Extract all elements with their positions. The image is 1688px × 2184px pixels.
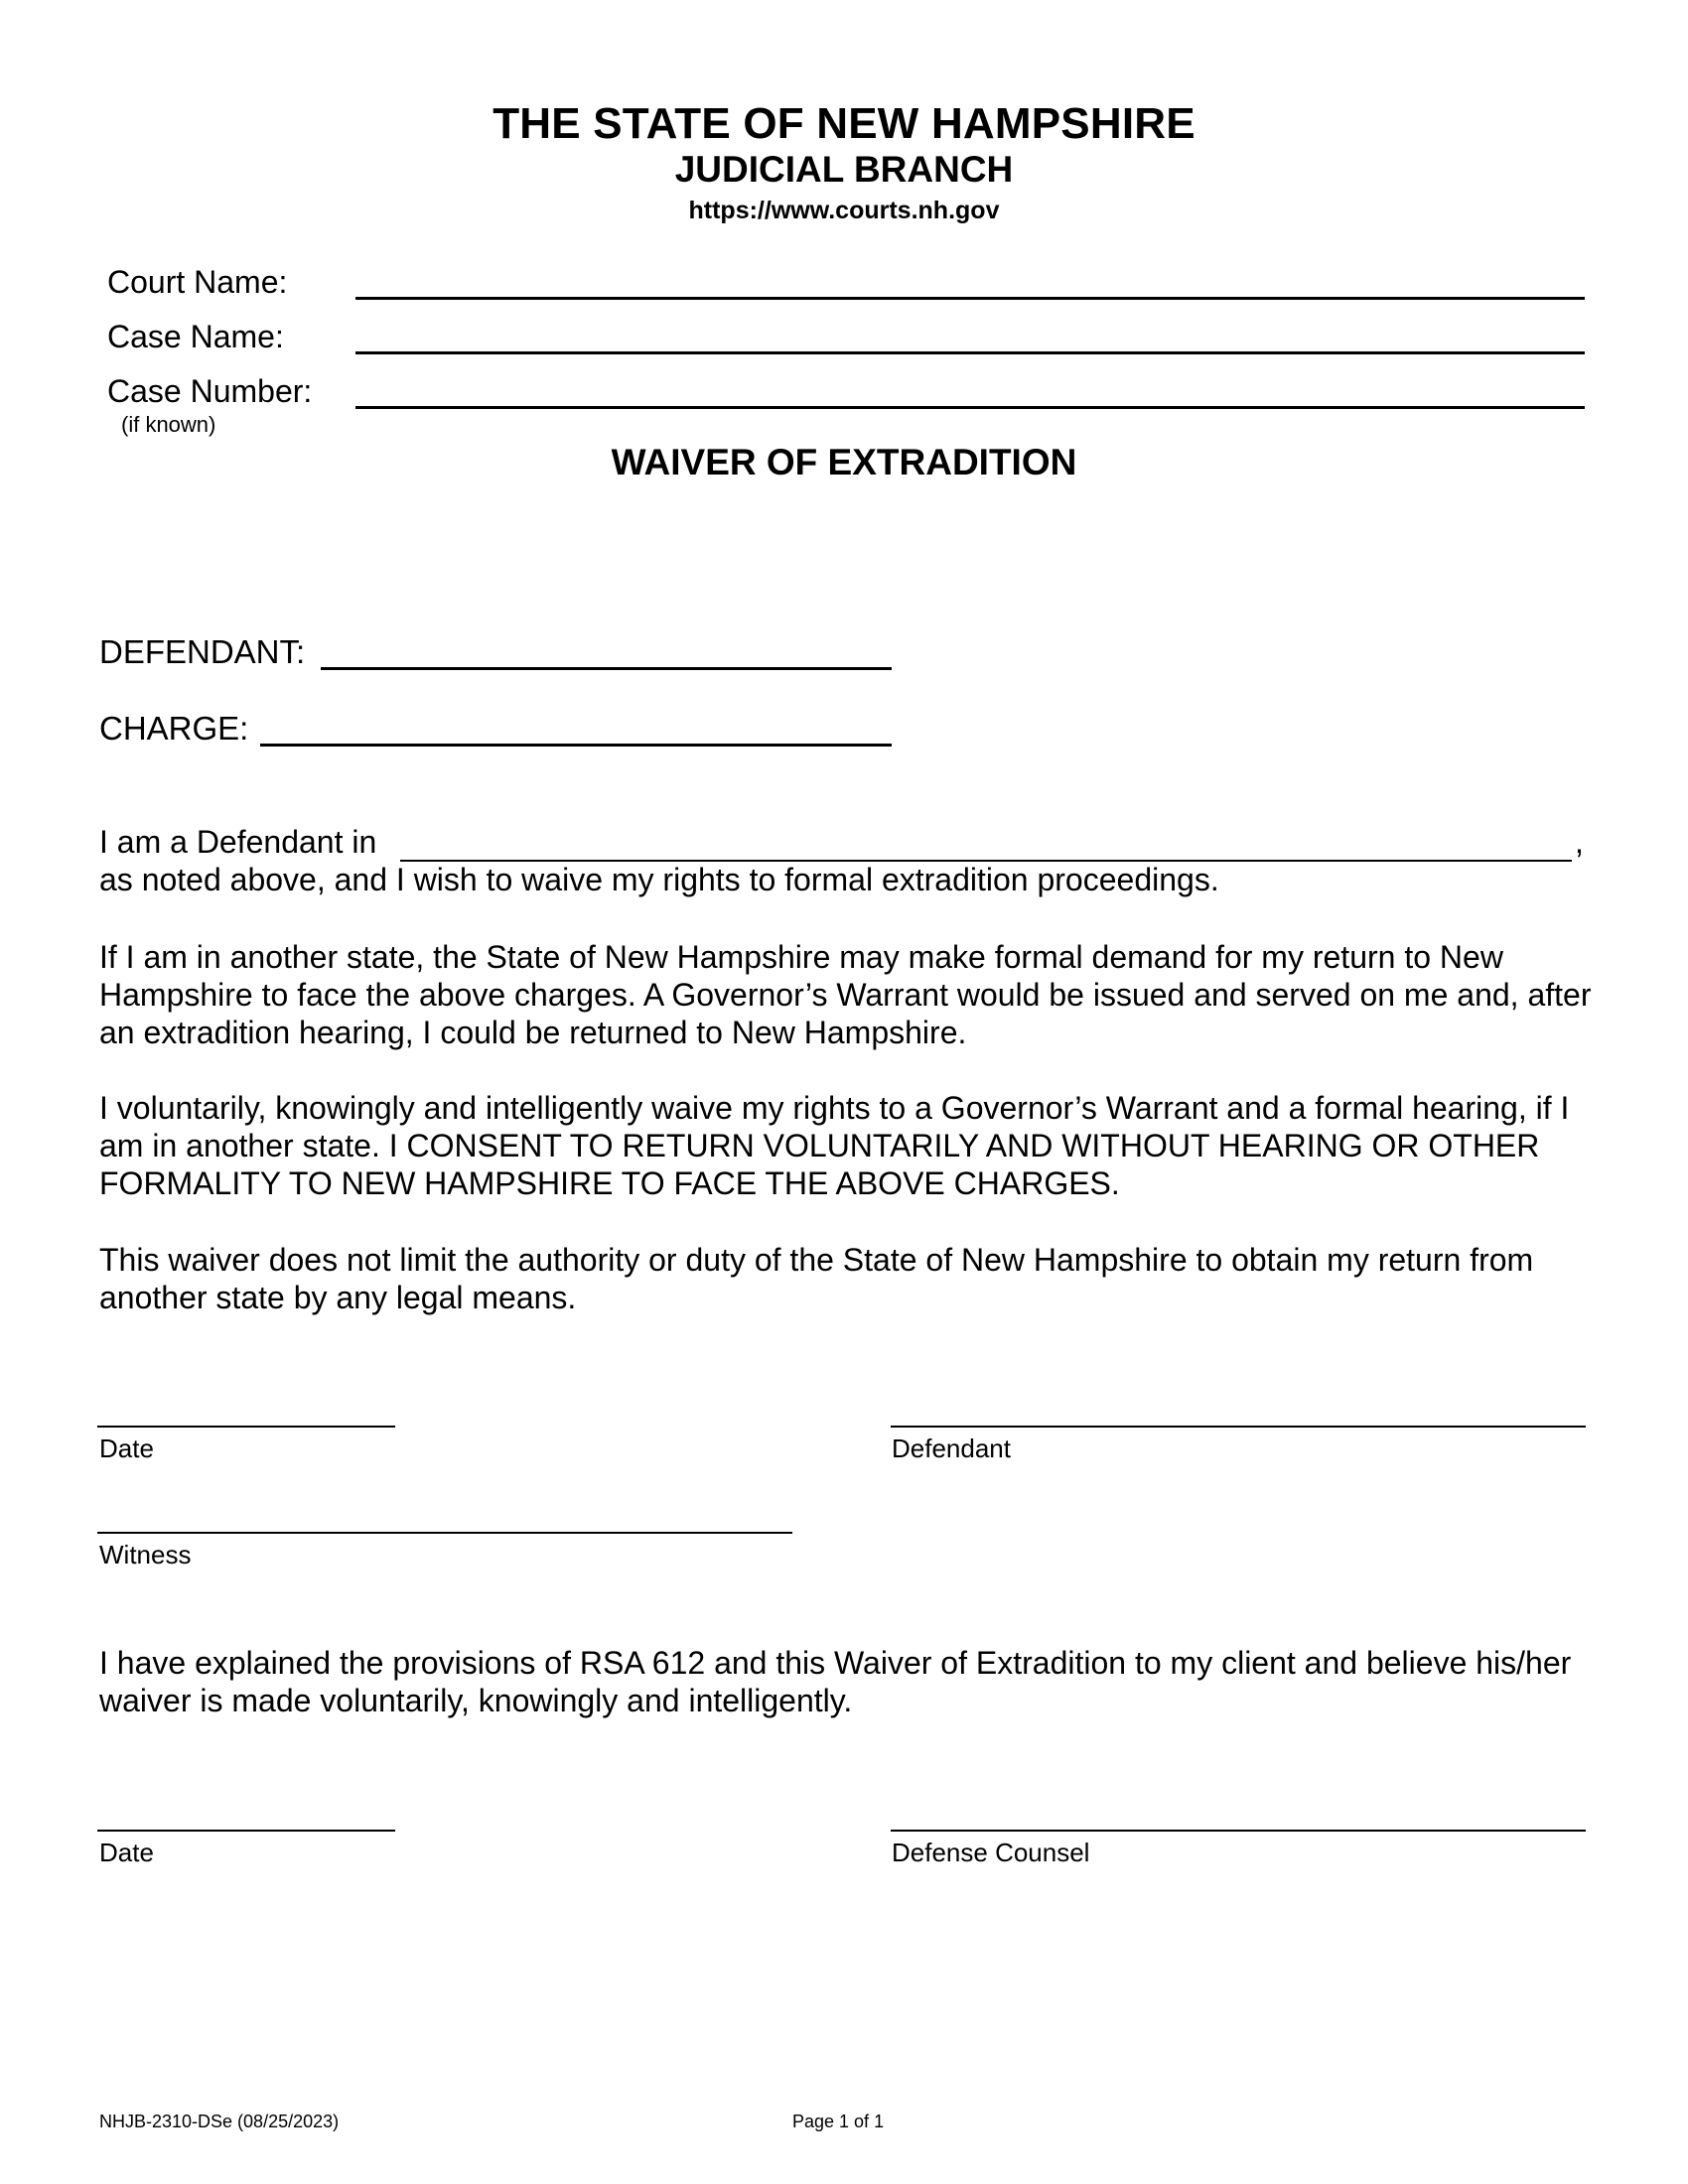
intro-prefix: I am a Defendant in <box>99 824 377 860</box>
case-number-label: Case Number: <box>107 373 313 409</box>
form-title: WAIVER OF EXTRADITION <box>611 442 1077 482</box>
court-state-heading: THE STATE OF NEW HAMPSHIRE <box>492 99 1196 148</box>
witness-signature-label: Witness <box>99 1540 192 1570</box>
counsel-statement: I have explained the provisions of RSA 612 and this Waiver of Extradition to my client and believe his/her waiver is made voluntarily, knowingly and intelligently. <box>99 1645 1572 1718</box>
charge-label: CHARGE: <box>99 710 249 747</box>
defendant-label: DEFENDANT: <box>99 633 306 670</box>
case-name-label: Case Name: <box>107 319 284 354</box>
page-number: Page 1 of 1 <box>792 2112 885 2131</box>
governors-warrant-paragraph: If I am in another state, the State of New Hampshire may make formal demand for my return to New Hampshire to face the above charges. A Governor’s Warrant would be issued and served on me and, after an extradition hearing, I could be returned to New Hampshire. <box>99 939 1592 1050</box>
witness-signature-line[interactable] <box>97 1532 792 1534</box>
charge-field[interactable] <box>260 744 892 747</box>
defense-counsel-signature-line[interactable] <box>891 1830 1586 1832</box>
court-name-label: Court Name: <box>107 264 288 300</box>
case-number-note: (if known) <box>121 412 216 437</box>
authority-paragraph: This waiver does not limit the authority or duty of the State of New Hampshire to obtain my return from another state by any legal means. <box>99 1242 1534 1315</box>
intro-line-2: as noted above, and I wish to waive my rights to formal extradition proceedings. <box>99 862 1219 897</box>
judicial-branch-heading: JUDICIAL BRANCH <box>674 149 1014 190</box>
counsel-date-line[interactable] <box>97 1830 395 1832</box>
defendant-field[interactable] <box>321 667 892 670</box>
defendant-date-label: Date <box>99 1433 154 1463</box>
form-id: NHJB-2310-DSe (08/25/2023) <box>99 2112 340 2131</box>
case-name-field[interactable] <box>355 351 1585 354</box>
counsel-date-label: Date <box>99 1838 154 1867</box>
defendant-signature-line[interactable] <box>891 1426 1586 1428</box>
court-name-field[interactable] <box>355 297 1585 300</box>
courts-website-link[interactable]: https://www.courts.nh.gov <box>688 197 1000 224</box>
intro-comma: , <box>1575 824 1584 860</box>
defense-counsel-signature-label: Defense Counsel <box>892 1838 1090 1867</box>
case-number-field[interactable] <box>355 406 1585 409</box>
defendant-signature-label: Defendant <box>892 1433 1011 1463</box>
consent-paragraph: I voluntarily, knowingly and intelligently waive my rights to a Governor’s Warrant and a formal hearing, if I am in another state. I CONSENT TO RETURN VOLUNTARILY AND WITHOUT HEARING OR OTHER FORMALITY TO NEW HAMPSHIRE TO FACE THE ABOVE CHARGES. <box>99 1090 1570 1201</box>
defendant-date-line[interactable] <box>97 1426 395 1428</box>
